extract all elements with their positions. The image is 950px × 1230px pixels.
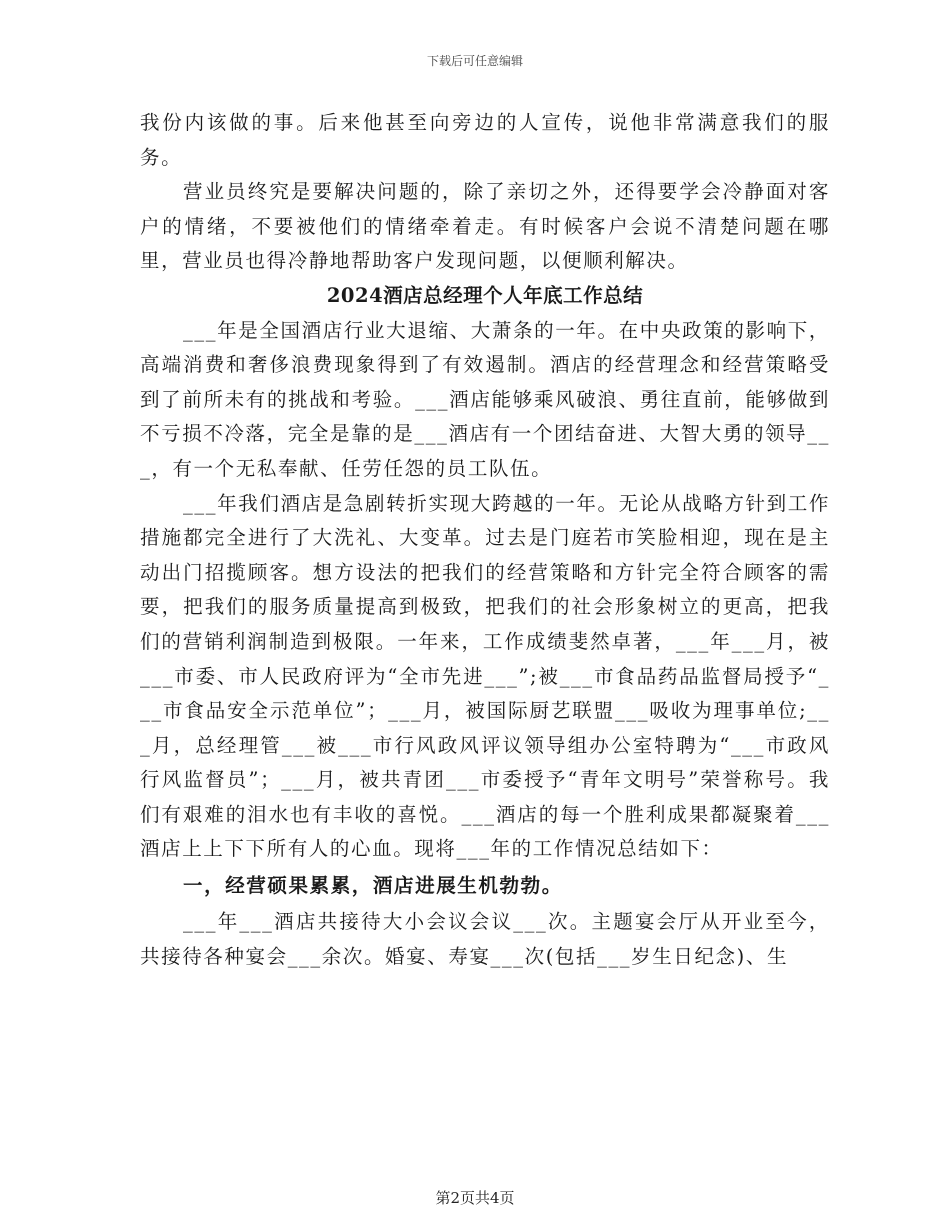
paragraph-year-achievements: ___年我们酒店是急剧转折实现大跨越的一年。无论从战略方针到工作措施都完全进行了大洗礼、大变革。过去是门庭若市笑脸相迎，现在是主动出门招揽顾客。想方设法的把我们的经营策略和方针完全符合顾客的需要，把我们的服务质量提高到极致，把我们的社会形象树立的更高，把我们的营销利润制造到极限。一年来，工作成绩斐然卓著，___年___月，被___市委、市人民政府评为“全市先进___”;被___市食品药品监督局授予“___市食品安全示范单位”；___月，被国际厨艺联盟___吸收为理事单位;___月，总经理管___被___市行风政风评议领导组办公室特聘为“___市政风行风监督员”；___月，被共青团___市委授予“青年文明号”荣誉称号。我们有艰难的泪水也有丰收的喜悦。___酒店的每一个胜利成果都凝聚着___酒店上上下下所有人的心血。现将___年的工作情况总结如下：	[140, 491, 830, 861]
paragraph-continuation: 我份内该做的事。后来他甚至向旁边的人宣传，说他非常满意我们的服务。	[140, 111, 830, 169]
paragraph-salesperson: 营业员终究是要解决问题的，除了亲切之外，还得要学会冷静面对客户的情绪，不要被他们的情绪牵着走。有时候客户会说不清楚问题在哪里，营业员也得冷静地帮助客户发现问题，以便顺利解决。	[140, 180, 830, 273]
section-heading-1: 一，经营硕果累累，酒店进展生机勃勃。	[183, 874, 563, 898]
paragraph-industry-overview: ___年是全国酒店行业大退缩、大萧条的一年。在中央政策的影响下，高端消费和奢侈浪费现象得到了有效遏制。酒店的经营理念和经营策略受到了前所未有的挑战和考验。___酒店能够乘风破浪、勇往直前，能够做到不亏损不冷落，完全是靠的是___酒店有一个团结奋进、大智大勇的领导___，有一个无私奉献、任劳任怨的员工队伍。	[140, 318, 830, 480]
document-body	[140, 106, 830, 974]
page-number: 第2页共4页	[435, 1189, 515, 1207]
page-header-note: 下载后可任意编辑	[426, 54, 523, 68]
document-title: 2024酒店总经理个人年底工作总结	[326, 283, 644, 307]
paragraph-business-results: ___年___酒店共接待大小会议会议___次。主题宴会厅从开业至今，共接待各种宴会___余次。婚宴、寿宴___次(包括___岁生日纪念)、生	[140, 910, 830, 968]
